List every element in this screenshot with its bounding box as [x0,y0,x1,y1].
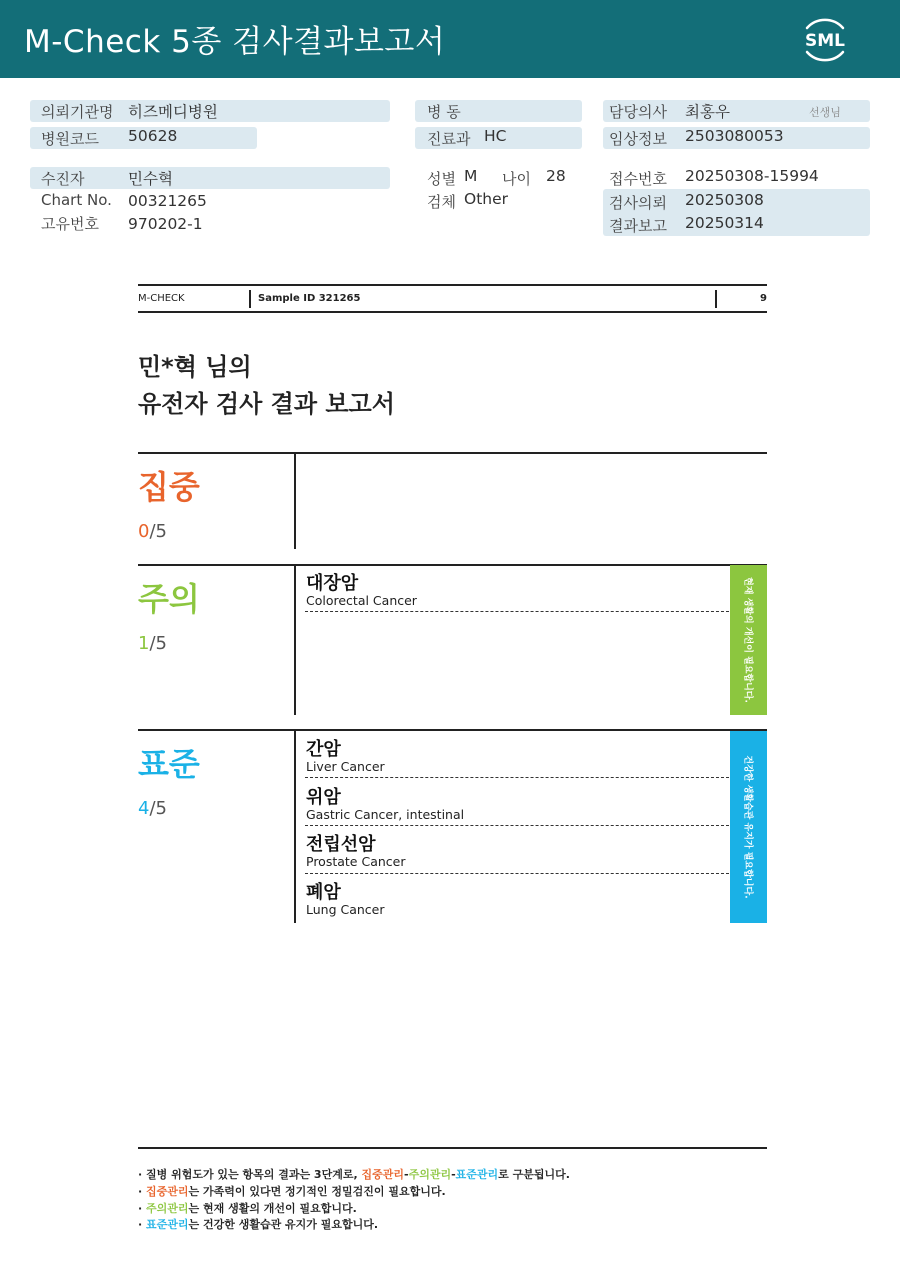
logo-text: SML [805,31,845,51]
footer-note-2-keyword: 집중관리 [146,1185,189,1198]
standard-divider [294,731,296,923]
footer-note-1-standard: 표준관리 [455,1168,499,1181]
item-separator [305,611,729,612]
caution-divider [294,566,296,715]
doctor-value: 최홍우 [685,103,730,121]
receipt-value: 20250308-15994 [685,167,819,185]
sex-value: M [464,167,478,185]
report-divider-1 [249,290,251,308]
footer-note-4-keyword: 표준관리 [146,1218,189,1231]
caution-note: 현재 생활의 개선이 필요합니다. [742,577,752,703]
item-lung-ko: 폐암 [306,882,341,903]
chart-no-label: Chart No. [41,191,112,209]
sample-id: Sample ID 321265 [258,293,361,304]
standard-note-sidebar [730,731,767,923]
department-label: 진료과 [427,130,471,148]
caution-count [138,633,167,654]
item-colorectal-en: Colorectal Cancer [306,593,417,608]
standard-count-total: /5 [149,798,167,819]
caution-title: 주의 [138,580,200,618]
age-label: 나이 [502,170,531,188]
unique-no-value: 970202-1 [128,215,203,233]
focus-title: 집중 [138,468,200,506]
chart-no-value: 00321265 [128,192,207,210]
report-value: 20250314 [685,214,764,232]
caution-top-rule [138,564,767,566]
standard-note: 건강한 생활습관 유지가 필요합니다. [742,755,752,899]
doctor-suffix: 선생님 [809,106,841,119]
footer-note-1-caution: 주의관리 [408,1168,452,1181]
focus-count-total: /5 [149,521,167,542]
caution-count-value: 1 [138,633,150,654]
report-top-rule-2 [138,311,767,313]
age-value: 28 [546,167,566,185]
standard-count [138,798,167,819]
standard-title: 표준 [138,745,200,783]
item-lung-en: Lung Cancer [306,902,385,917]
standard-count-value: 4 [138,798,150,819]
page-title: M-Check 5종 검사결과보고서 [24,24,446,60]
footer-note-1-sep: - [403,1168,409,1181]
focus-top-rule [138,452,767,454]
focus-count-value: 0 [138,521,150,542]
item-gastric-ko: 위암 [306,787,341,808]
hospital-code-label: 병원코드 [41,130,99,148]
request-label: 검사의뢰 [609,194,667,212]
patient-value: 민수혁 [128,170,173,188]
institution-label: 의뢰기관명 [41,103,114,121]
footer-note-1-sep: - [451,1168,456,1181]
footer-rule [138,1147,767,1149]
footer-note-3: · 주의관리는 현재 생활의 개선이 필요합니다. [138,1202,357,1215]
footer-note-1-focus: 집중관리 [361,1168,404,1181]
footer-note-3-keyword: 주의관리 [146,1202,189,1215]
item-prostate-en: Prostate Cancer [306,854,406,869]
header-bar [0,0,900,78]
caution-count-total: /5 [149,633,167,654]
item-separator [305,873,729,874]
focus-count [138,521,167,542]
greeting-line2: 유전자 검사 결과 보고서 [138,390,395,418]
report-brand: M-CHECK [138,293,185,304]
item-liver-en: Liver Cancer [306,759,385,774]
item-prostate-ko: 전립선암 [306,834,376,855]
footer-note-1: · 질병 위험도가 있는 항목의 결과는 3단계로, 집중관리-주의관리-표준관리로 구분됩니다. [138,1168,570,1181]
footer-note-2-text: 는 가족력이 있다면 정기적인 정밀검진이 필요합니다. [188,1185,446,1198]
footer-note-3-text: 는 현재 생활의 개선이 필요합니다. [188,1202,357,1215]
footer-note-2: · 집중관리는 가족력이 있다면 정기적인 정밀검진이 필요합니다. [138,1185,446,1198]
report-top-rule [138,284,767,286]
page-number: 9 [760,293,767,304]
department-value: HC [484,127,507,145]
item-separator [305,777,729,778]
sex-label: 성별 [427,170,456,188]
clinical-label: 임상정보 [609,130,667,148]
specimen-value: Other [464,190,509,208]
footer-note-4-text: 는 건강한 생활습관 유지가 필요합니다. [188,1218,379,1231]
item-gastric-en: Gastric Cancer, intestinal [306,807,465,822]
receipt-label: 접수번호 [609,170,667,188]
unique-no-label: 고유번호 [41,215,99,233]
clinical-value: 2503080053 [685,127,784,145]
patient-label: 수진자 [41,170,85,188]
institution-value: 히즈메디병원 [128,103,218,121]
request-value: 20250308 [685,191,764,209]
sml-logo [797,12,853,68]
focus-divider [294,454,296,549]
footer-note-4: · 표준관리는 건강한 생활습관 유지가 필요합니다. [138,1218,379,1231]
ward-label: 병 동 [427,103,461,121]
hospital-code-value: 50628 [128,127,178,145]
report-label: 결과보고 [609,217,667,235]
greeting-line1: 민*혁 님의 [138,353,252,381]
specimen-label: 검체 [427,193,456,211]
item-liver-ko: 간암 [306,739,341,760]
standard-top-rule [138,729,767,731]
item-separator [305,825,729,826]
footer-note-1-end: 로 구분됩니다. [498,1168,570,1181]
item-colorectal-ko: 대장암 [306,573,359,594]
report-divider-2 [715,290,717,308]
doctor-label: 담당의사 [609,103,667,121]
caution-note-sidebar [730,565,767,715]
footer-note-1-text: 질병 위험도가 있는 항목의 결과는 3단계로, [146,1168,362,1181]
